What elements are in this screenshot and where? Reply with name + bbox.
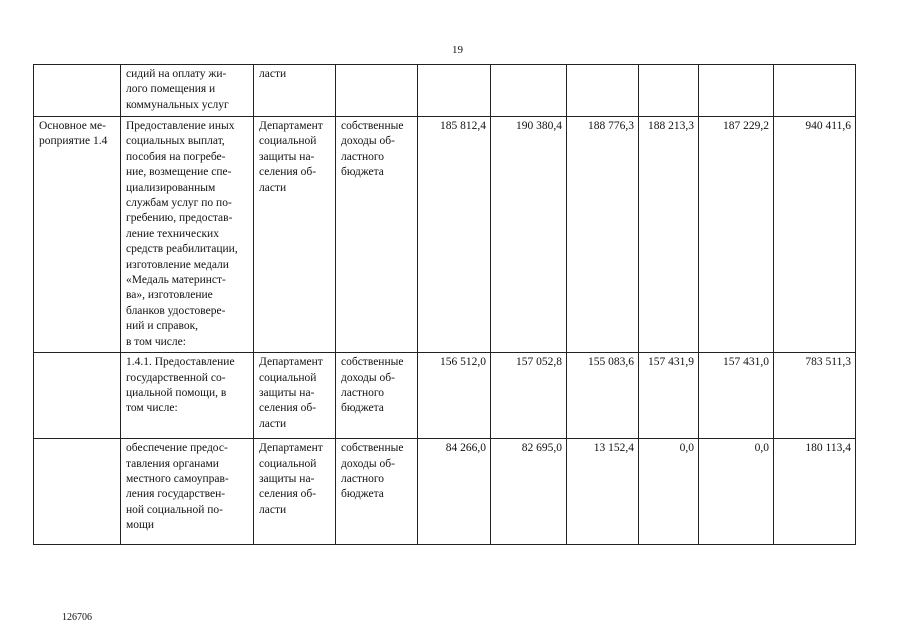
- cell-line: ний и справок,: [126, 320, 199, 333]
- cell-line: социальной: [259, 457, 317, 470]
- table-row: [34, 65, 856, 117]
- amount-cell: [699, 65, 774, 117]
- cell-line: циализированным: [126, 181, 216, 194]
- amount-cell: 157 431,0: [699, 353, 774, 439]
- table-row: [34, 353, 856, 439]
- cell-line: социальной: [259, 371, 317, 384]
- cell-line: тавления органами: [126, 457, 219, 470]
- cell-line: ласти: [259, 417, 287, 430]
- cell-line: доходы об-: [341, 135, 395, 148]
- funding-source-cell: [336, 439, 418, 545]
- amount-cell: 187 229,2: [699, 117, 774, 353]
- cell-line: селения об-: [259, 402, 317, 415]
- cell-line: бюджета: [341, 402, 384, 415]
- cell-line: ной социальной по-: [126, 503, 223, 516]
- table-row: [34, 439, 856, 545]
- cell-line: собственные: [341, 356, 404, 369]
- amount-cell: 156 512,0: [418, 353, 491, 439]
- measure-name-cell: [121, 117, 254, 353]
- cell-line: изготовление медали: [126, 258, 229, 271]
- page-number: 19: [452, 44, 463, 56]
- cell-line: ластного: [341, 150, 385, 163]
- cell-line: бюджета: [341, 488, 384, 501]
- cell-line: ластного: [341, 472, 385, 485]
- cell-line: «Медаль материнст-: [126, 274, 226, 287]
- cell-line: Департамент: [259, 120, 323, 132]
- amount-cell: 82 695,0: [491, 439, 567, 545]
- cell-line: роприятие 1.4: [39, 135, 108, 148]
- cell-line: бланков удостовере-: [126, 304, 226, 317]
- cell-line: защиты на-: [259, 386, 315, 399]
- cell-line: ние, возмещение спе-: [126, 166, 232, 179]
- measure-name-cell: [121, 439, 254, 545]
- cell-line: обеспечение предос-: [126, 442, 228, 455]
- program-cell: [34, 439, 121, 545]
- program-cell: [34, 353, 121, 439]
- executor-cell: [254, 65, 336, 117]
- amount-cell: [567, 65, 639, 117]
- cell-line: ва», изготовление: [126, 289, 213, 302]
- cell-line: ления государствен-: [126, 488, 226, 501]
- cell-line: пособия на погребе-: [126, 150, 226, 163]
- cell-line: ластного: [341, 386, 385, 399]
- executor-cell: [254, 353, 336, 439]
- funding-source-cell: [336, 353, 418, 439]
- amount-cell: 188 213,3: [639, 117, 699, 353]
- cell-line: собственные: [341, 442, 404, 455]
- cell-line: Основное ме-: [39, 120, 106, 132]
- amount-cell: 0,0: [639, 439, 699, 545]
- funding-source-cell: [336, 117, 418, 353]
- cell-line: местного самоуправ-: [126, 472, 229, 485]
- program-cell: [34, 117, 121, 353]
- amount-cell: [774, 65, 856, 117]
- cell-line: в том числе:: [126, 335, 186, 348]
- program-cell: [34, 65, 121, 117]
- funding-source-cell: [336, 65, 418, 117]
- amount-cell: [418, 65, 491, 117]
- amount-cell: 185 812,4: [418, 117, 491, 353]
- cell-line: защиты на-: [259, 150, 315, 163]
- cell-line: ласти: [259, 181, 287, 194]
- amount-cell: 157 431,9: [639, 353, 699, 439]
- cell-line: Департамент: [259, 356, 323, 369]
- cell-line: том числе:: [126, 402, 178, 415]
- cell-line: мощи: [126, 519, 155, 532]
- cell-line: социальных выплат,: [126, 135, 225, 148]
- cell-line: социальной: [259, 135, 317, 148]
- amount-cell: 13 152,4: [567, 439, 639, 545]
- amount-cell: 180 113,4: [774, 439, 856, 545]
- cell-line: гребению, предостав-: [126, 212, 233, 225]
- cell-line: собственные: [341, 120, 404, 132]
- cell-line: доходы об-: [341, 457, 395, 470]
- cell-line: бюджета: [341, 166, 384, 179]
- document-code: 126706: [62, 612, 92, 623]
- cell-line: доходы об-: [341, 371, 395, 384]
- cell-line: селения об-: [259, 166, 317, 179]
- amount-cell: 940 411,6: [774, 117, 856, 353]
- amount-cell: [491, 65, 567, 117]
- cell-line: лого помещения и: [126, 83, 216, 96]
- cell-line: сидий на оплату жи-: [126, 68, 227, 80]
- amount-cell: 190 380,4: [491, 117, 567, 353]
- cell-line: коммунальных услуг: [126, 98, 229, 111]
- cell-line: службам услуг по по-: [126, 197, 232, 210]
- executor-cell: [254, 439, 336, 545]
- executor-cell: [254, 117, 336, 353]
- cell-line: ление технических: [126, 227, 219, 240]
- cell-line: государственной со-: [126, 371, 226, 384]
- measure-name-cell: [121, 353, 254, 439]
- cell-line: селения об-: [259, 488, 317, 501]
- amount-cell: 84 266,0: [418, 439, 491, 545]
- cell-line: Предоставление иных: [126, 120, 235, 132]
- cell-line: 1.4.1. Предоставление: [126, 356, 235, 369]
- amount-cell: 0,0: [699, 439, 774, 545]
- cell-line: Департамент: [259, 442, 323, 455]
- amount-cell: 188 776,3: [567, 117, 639, 353]
- table-row: [34, 117, 856, 353]
- amount-cell: 157 052,8: [491, 353, 567, 439]
- cell-line: средств реабилитации,: [126, 243, 238, 256]
- cell-line: защиты на-: [259, 472, 315, 485]
- budget-table: [33, 64, 856, 545]
- cell-line: циальной помощи, в: [126, 386, 227, 399]
- measure-name-cell: [121, 65, 254, 117]
- cell-line: ласти: [259, 68, 287, 80]
- amount-cell: [639, 65, 699, 117]
- amount-cell: 783 511,3: [774, 353, 856, 439]
- cell-line: ласти: [259, 503, 287, 516]
- amount-cell: 155 083,6: [567, 353, 639, 439]
